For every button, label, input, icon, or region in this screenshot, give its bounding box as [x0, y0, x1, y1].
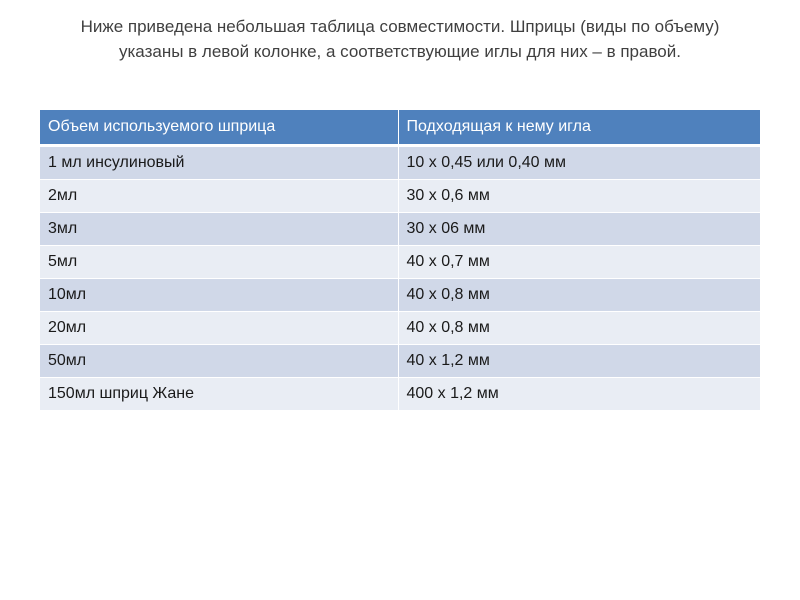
syringe-cell: 3мл: [40, 213, 398, 246]
table-row: [40, 146, 760, 180]
needle-cell: 30 х 0,6 мм: [398, 180, 760, 213]
intro-text: Ниже приведена небольшая таблица совместимости. Шприцы (виды по объему) указаны в левой колонке, а соответствующие иглы для них – в правой.: [80, 17, 720, 61]
table-header-row: [40, 110, 760, 146]
syringe-cell: 20мл: [40, 312, 398, 345]
table-row: [40, 213, 760, 246]
needle-cell: 40 х 0,8 мм: [398, 279, 760, 312]
needle-cell: 30 х 06 мм: [398, 213, 760, 246]
table-row: [40, 180, 760, 213]
compatibility-table: [40, 110, 760, 411]
header-syringe-volume: Объем используемого шприца: [40, 110, 398, 146]
table-row: [40, 312, 760, 345]
needle-cell: 40 х 1,2 мм: [398, 345, 760, 378]
syringe-cell: 2мл: [40, 180, 398, 213]
syringe-cell: 10мл: [40, 279, 398, 312]
needle-cell: 40 х 0,7 мм: [398, 246, 760, 279]
needle-cell: 10 х 0,45 или 0,40 мм: [398, 146, 760, 180]
table-row: [40, 378, 760, 411]
needle-cell: 40 х 0,8 мм: [398, 312, 760, 345]
table-row: [40, 345, 760, 378]
needle-cell: 400 х 1,2 мм: [398, 378, 760, 411]
table-row: [40, 279, 760, 312]
table-row: [40, 246, 760, 279]
syringe-cell: 50мл: [40, 345, 398, 378]
header-matching-needle: Подходящая к нему игла: [398, 110, 760, 146]
syringe-cell: 5мл: [40, 246, 398, 279]
syringe-cell: 1 мл инсулиновый: [40, 146, 398, 180]
syringe-cell: 150мл шприц Жане: [40, 378, 398, 411]
